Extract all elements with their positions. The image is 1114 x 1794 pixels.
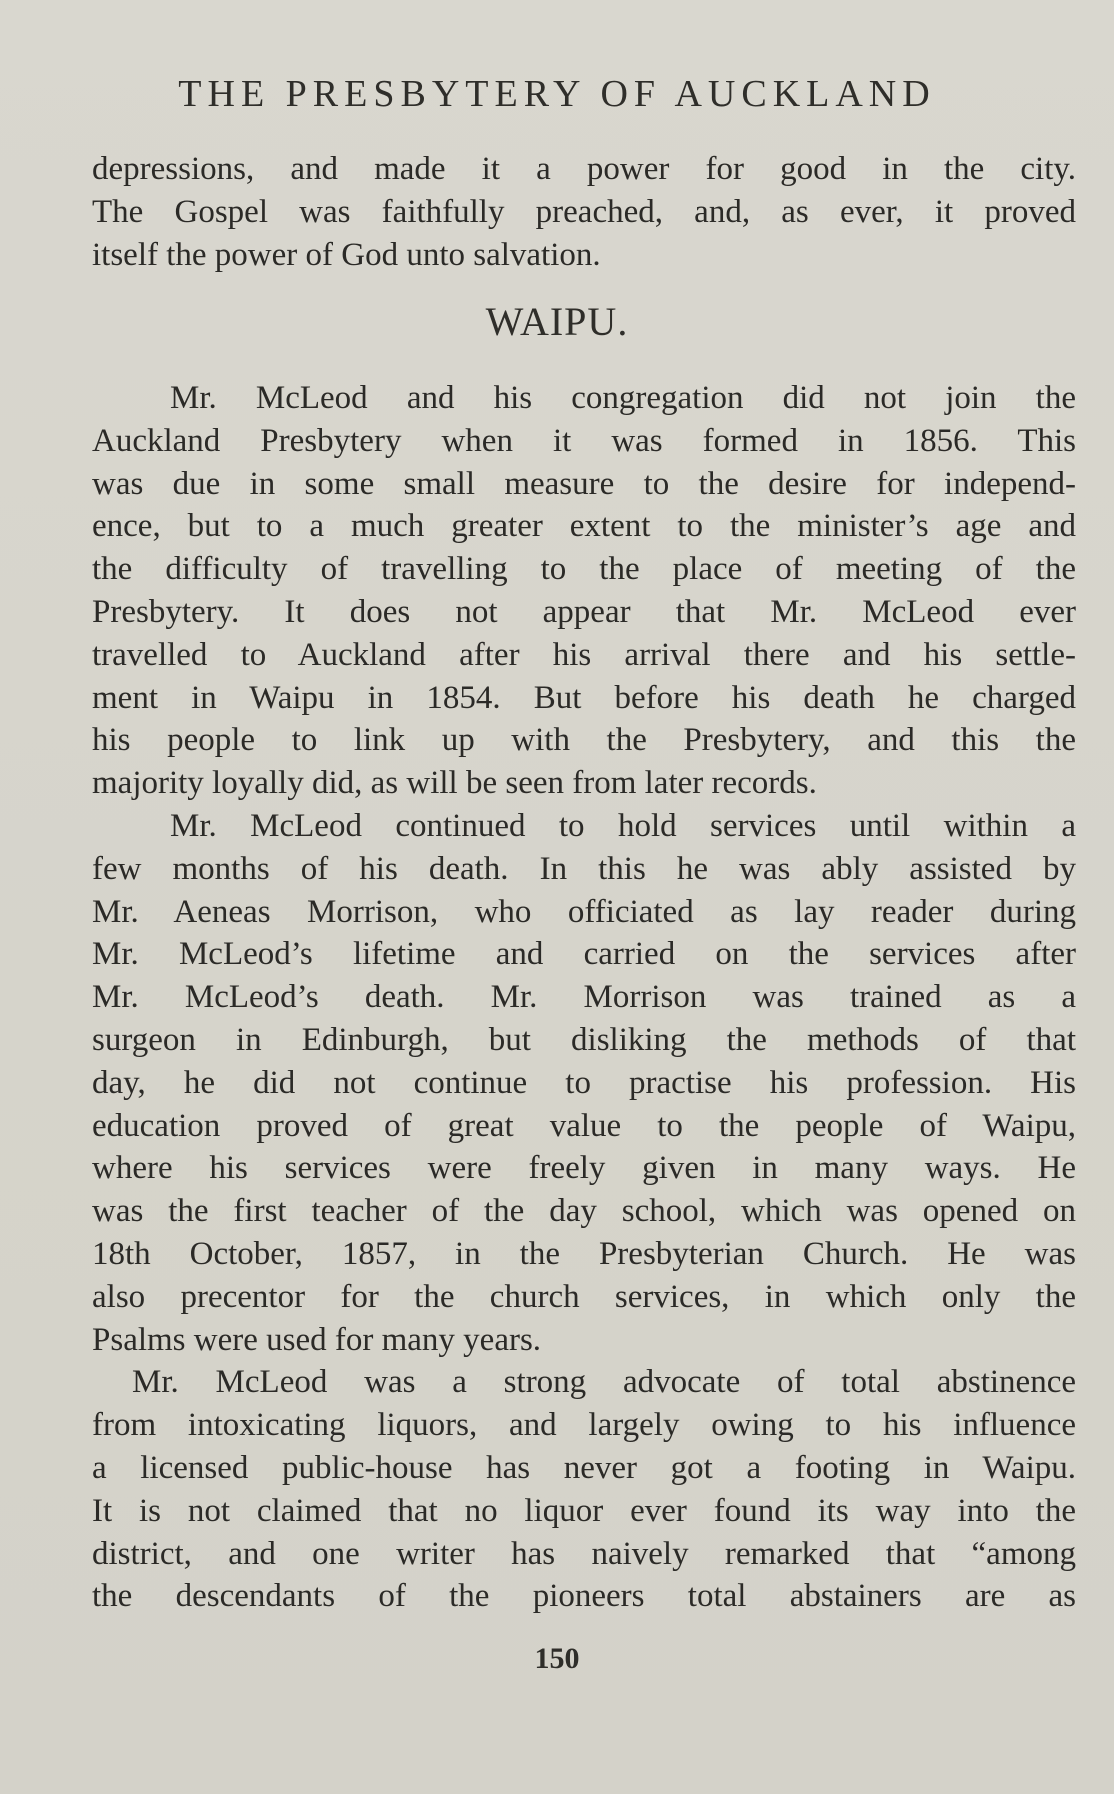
text-line: ment in Waipu in 1854. But before his death he charged xyxy=(92,679,1076,716)
text-line: the difficulty of travelling to the place of meeting of the xyxy=(92,551,1076,588)
text-line: Mr. McLeod’s lifetime and carried on the services after xyxy=(92,936,1076,973)
running-head: THE PRESBYTERY OF AUCKLAND xyxy=(178,73,936,115)
text-line: It is not claimed that no liquor ever found its way into the xyxy=(92,1492,1076,1529)
text-line: Mr. McLeod and his congregation did not join the xyxy=(170,380,1076,416)
text-line: the descendants of the pioneers total abstainers are as xyxy=(92,1578,1076,1615)
page-number: 150 xyxy=(534,1642,580,1675)
text-line: ence, but to a much greater extent to the minister’s age and xyxy=(92,508,1076,545)
text-line: Mr. McLeod continued to hold services until within a xyxy=(170,807,1076,844)
text-line: a licensed public-house has never got a footing in Waipu. xyxy=(92,1449,1076,1486)
section-heading: WAIPU. xyxy=(485,299,629,344)
text-line: The Gospel was faithfully preached, and, as ever, it proved xyxy=(92,193,1076,230)
text-line: was the first teacher of the day school, which was opened on xyxy=(92,1193,1076,1230)
text-line: where his services were freely given in many ways. He xyxy=(92,1150,1076,1187)
text-line: also precentor for the church services, in which only the xyxy=(92,1278,1076,1315)
text-line: from intoxicating liquors, and largely owing to his influence xyxy=(92,1407,1076,1444)
text-line: travelled to Auckland after his arrival there and his settle- xyxy=(92,636,1076,673)
text-line: Mr. Aeneas Morrison, who officiated as lay reader during xyxy=(92,893,1076,930)
text-line: Mr. McLeod’s death. Mr. Morrison was trained as a xyxy=(92,979,1076,1016)
text-line: itself the power of God unto salvation. xyxy=(92,236,601,273)
text-line: depressions, and made it a power for good in the city. xyxy=(92,151,1076,187)
text-line: majority loyally did, as will be seen from later records. xyxy=(92,765,817,802)
section-body xyxy=(92,377,1076,1618)
text-line: was due in some small measure to the desire for independ- xyxy=(92,465,1076,502)
text-line: 18th October, 1857, in the Presbyterian Church. He was xyxy=(92,1235,1076,1272)
text-line: Presbytery. It does not appear that Mr. McLeod ever xyxy=(92,593,1076,630)
continued-paragraph xyxy=(92,148,1076,276)
text-line: day, he did not continue to practise his profession. His xyxy=(92,1064,1076,1101)
text-line: his people to link up with the Presbytery, and this the xyxy=(92,722,1076,759)
text-line: district, and one writer has naively remarked that “among xyxy=(92,1535,1076,1572)
text-line: Mr. McLeod was a strong advocate of total abstinence xyxy=(132,1364,1076,1401)
text-line: education proved of great value to the people of Waipu, xyxy=(92,1107,1076,1144)
text-line: surgeon in Edinburgh, but disliking the methods of that xyxy=(92,1021,1076,1058)
text-line: few months of his death. In this he was ably assisted by xyxy=(92,850,1076,887)
text-line: Psalms were used for many years. xyxy=(92,1321,542,1358)
text-line: Auckland Presbytery when it was formed in 1856. This xyxy=(92,422,1076,459)
